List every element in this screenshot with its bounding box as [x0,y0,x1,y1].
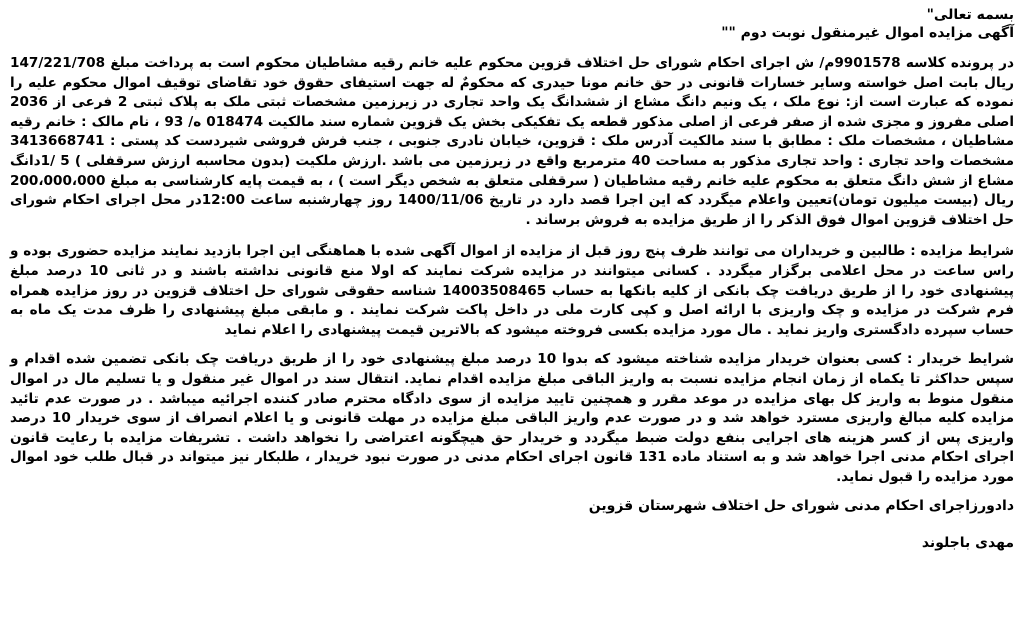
case-details-paragraph: در پرونده کلاسه 9901578م/ ش اجرای احکام شورای حل اختلاف قزوین محکوم علیه خانم رقیه مشاطیان محکوم است به پرداخت مبلغ 147/221/708 ریال بابت اصل خواسته وسایر خسارات قانونی در حق خانم مونا حیدری که محکومٌ له جهت استیفای حقوق خود تقاضای توقیف اموال محکوم علیه را نموده که عبارت است از: نوع ملک ، یک ونیم دانگ مشاع از ششدانگ یک واحد تجاری در زیرزمین مشخصات ثبتی ملک به پلاک ثبتی 2 فرعی از 2036 اصلی مفروز و مجزی شده از صفر فرعی از اصلی مذکور قطعه یک تفکیکی بخش یک قزوین شماره سند مالکیت 018474 ه/ 93 ، نام مالک : خانم رقیه مشاطیان ، مشخصات ملک : مطابق با سند مالکیت آدرس ملک : قزوین، خیابان نادری جنوبی ، جنب فرش فروشی شیردست کد پستی : 3413668741 مشخصات واحد تجاری : واحد تجاری مذکور به مساحت 40 مترمربع واقع در زیرزمین می باشد .ارزش ملکیت (بدون محاسبه ارزش سرقفلی ) 5 /1دانگ مشاع از شش دانگ متعلق به محکوم علیه خانم رقیه مشاطیان ( سرقفلی متعلق به شخص دیگر است ) ، به قیمت پایه کارشناسی به مبلغ 200،000،000 ریال (بیست میلیون تومان)تعیین واعلام میگردد که این اجرا قصد دارد در تاریخ 1400/11/06 روز چهارشنبه ساعت 12:00در محل اجرای احکام شورای حل اختلاف قزوین اموال فوق الذکر را از طریق مزایده به فروش برساند . [10,55,1015,228]
signature-name: مهدی باجلوند [921,535,1014,552]
notice-title: آگهی مزایده اموال غیرمنقول نوبت دوم "" [721,25,1014,41]
bismillah-heading: بسمه تعالی" [926,7,1014,23]
signature-office: دادورزاجرای احکام مدنی شورای حل اختلاف شهرستان قزوین [588,498,1014,515]
auction-conditions-paragraph: شرایط مزایده : طالبین و خریداران می توانند ظرف پنج روز قبل از مزایده از اموال آگهی شده با هماهنگی این اجرا بازدید نمایند مزایده حضوری بوده و راس ساعت در محل اعلامی برگزار میگردد . کسانی میتوانند در مزایده شرکت نمایند که اولا منع قانونی نداشته باشند و در ثانی 10 درصد مبلغ پیشنهادی خود را از طریق دریافت چک بانکی از کلیه بانکها به حساب 14003508465 شناسه حقوقی شورای حل اختلاف قزوین در روز مزایده همراه فرم شرکت در مزایده و چک واریزی با ارائه اصل و کپی کارت ملی در داخل پاکت شرکت نمایند . و مابقی مبلغ پیشنهادی را ظرف مدت یک ماه به حساب سپرده دادگستری واریز نماید . مال مورد مزایده بکسی فروخته میشود که بالاترین قیمت پیشنهادی را اعلام نماید [10,243,1014,338]
buyer-conditions-paragraph: شرایط خریدار : کسی بعنوان خریدار مزایده شناخته میشود که بدوا 10 درصد مبلغ پیشنهادی خود را از طریق دریافت چک بانکی تضمین شده اقدام و سپس حداکثر تا یکماه از زمان انجام مزایده نسبت به واریز الباقی مبلغ مزایده اقدام نماید. انتقال سند در اموال غیر منقول و یا تسلیم مال در اموال منقول منوط به واریز کل بهای مزایده در موعد مقرر و همچنین تایید مزایده از سوی دادگاه محترم صادر کننده اجرائیه میباشد . در صورت عدم تائید مزایده کلیه مبالغ واریزی مسترد خواهد شد و در صورت عدم واریز الباقی مبلغ مزایده در مهلت قانونی و یا اعلام انصراف از سوی خریدار 10 درصد واریزی پس از کسر هزینه های اجرایی بنفع دولت ضبط میگردد و خریدار حق هیچگونه اعتراضی را نخواهد داشت . تشریفات مزایده با رعایت قانون اجرای احکام مدنی اجرا خواهد شد و به استناد ماده 131 قانون اجرای احکام مدنی در صورت نبود خریدار ، طلبکار نیز میتواند در قبال طلب خود اموال مورد مزایده را قبول نماید. [10,351,1014,485]
